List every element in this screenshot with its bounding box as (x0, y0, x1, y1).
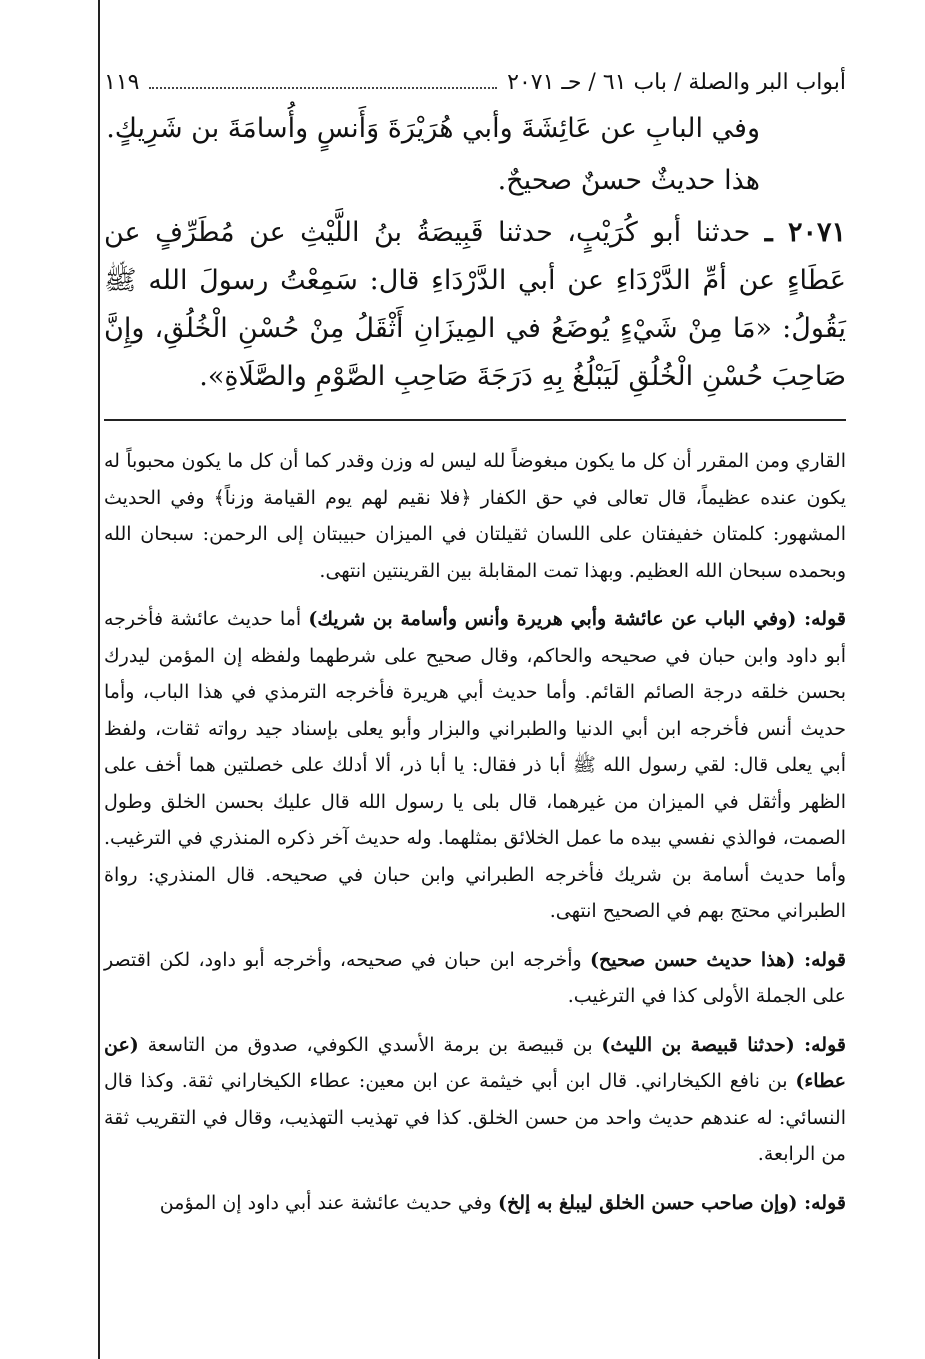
page-number: ١١٩ (104, 70, 140, 95)
main-text (104, 105, 846, 401)
page (104, 70, 846, 1233)
grading-paragraph: هذا حديثٌ حسنٌ صحيحٌ. (497, 165, 760, 196)
note-matn-label: قوله: (وإن صاحب حسن الخلق ليبلغ به إلخ) (498, 1191, 846, 1214)
note-narrators (104, 1027, 846, 1173)
note-matn-text: وفي حديث عائشة عند أبي داود إن المؤمن (159, 1191, 492, 1214)
note-narrators-label-2: (عن عطاء) (104, 1033, 847, 1092)
hadith-paragraph (104, 209, 846, 401)
note-narrators-text: بن قبيصة بن برمة الأسدي الكوفي، صدوق من التاسعة (147, 1033, 593, 1056)
note-grading-text: وأخرجه ابن حبان في صحيحه، وأخرجه أبو داود، لكن اقتصر على الجملة الأولى كذا في الترغيب. (104, 948, 846, 1007)
header-dot-leader (149, 87, 497, 89)
running-header (104, 70, 846, 95)
note-narrators-text-2: بن نافع الكيخاراني. قال ابن أبي خيثمة عن ابن معين: عطاء الكيخاراني ثقة. وكذا قال النسائي: له عندهم حديث واحد من حسن الخلق. كذا في تهذيب التهذيب، وقال في التقريب ثقة من الرابعة. (104, 1070, 846, 1165)
book-spine-line (98, 0, 100, 1359)
bab-paragraph: وفي البابِ عن عَائِشَةَ وأبي هُرَيْرَةَ وَأَنسٍ وأُسامَةَ بن شَرِيكٍ. (106, 113, 760, 144)
header-title: أبواب البر والصلة / باب ٦١ / حـ ٢٠٧١ (507, 70, 846, 95)
note-bab-text: أما حديث عائشة فأخرجه أبو داود وابن حبان في صحيحه والحاكم، وقال صحيح على شرطهما ولفظه إن المؤمن ليدرك بحسن خلقه درجة الصائم القائم. وأما حديث أبي هريرة فأخرجه الترمذي في هذا الباب، وأما حديث أنس فأخرجه ابن أبي الدنيا والطبراني والبزار وأبو يعلى بإسناد جيد رواته ثقات، ولفظ أبي يعلى قال: لقي رسول الله ﷺ أبا ذر فقال: يا أبا ذر، ألا أدلك على خصلتين هما أخف على الظهر وأثقل في الميزان من غيرهما، قال بلى يا رسول الله قال عليك بحسن الخلق وطول الصمت، فوالذي نفسي بيده ما عمل الخلائق بمثلهما. وله حديث آخر ذكره المنذري في الترغيب. وأما حديث أسامة بن شريك فأخرجه الطبراني وابن حبان في صحيحه. قال المنذري: رواة الطبراني محتج بهم في الصحيح انتهى. (104, 608, 846, 922)
note-narrators-label: قوله: (حدثنا قبيصة بن الليث) (601, 1033, 846, 1056)
commentary (104, 443, 846, 1221)
note-grading (104, 942, 846, 1015)
note-grading-label: قوله: (هذا حديث حسن صحيح) (590, 948, 846, 971)
note-bab-label: قوله: (وفي الباب عن عائشة وأبي هريرة وأنس وأسامة بن شريك) (308, 608, 846, 630)
note-bab (104, 601, 846, 930)
hadith-number: ٢٠٧١ ـ (764, 217, 846, 248)
note-matn (104, 1185, 846, 1222)
hadith-text: حدثنا أبو كُرَيْبٍ، حدثنا قَبِيصَةُ بنُ اللَّيْثِ عن مُطَرِّفٍ عن عَطَاءٍ عن أمِّ الدَّرْدَاءِ عن أبي الدَّرْدَاءِ قال: سَمِعْتُ رسولَ الله ﷺ يَقُولُ: «مَا مِنْ شَيْءٍ يُوضَعُ في المِيزَانِ أَثْقَلُ مِنْ حُسْنِ الْخُلُقِ، وإِنَّ صَاحِبَ حُسْنِ الْخُلُقِ لَيَبْلُغُ بِهِ دَرَجَةَ صَاحِبِ الصَّوْمِ والصَّلَاةِ». (104, 217, 846, 392)
note-continuation: القاري ومن المقرر أن كل ما يكون مبغوضاً لله ليس له وزن وقدر كما أن كل ما يكون محبوباً له يكون عنده عظيماً، قال تعالى في حق الكفار ﴿فلا نقيم لهم يوم القيامة وزناً﴾ وفي الحديث المشهور: كلمتان خفيفتان على اللسان ثقيلتان في الميزان حبيبتان إلى الرحمن: سبحان الله وبحمده سبحان الله العظيم. وبهذا تمت المقابلة بين القرينتين انتهى. (104, 450, 846, 582)
section-divider (104, 419, 846, 421)
